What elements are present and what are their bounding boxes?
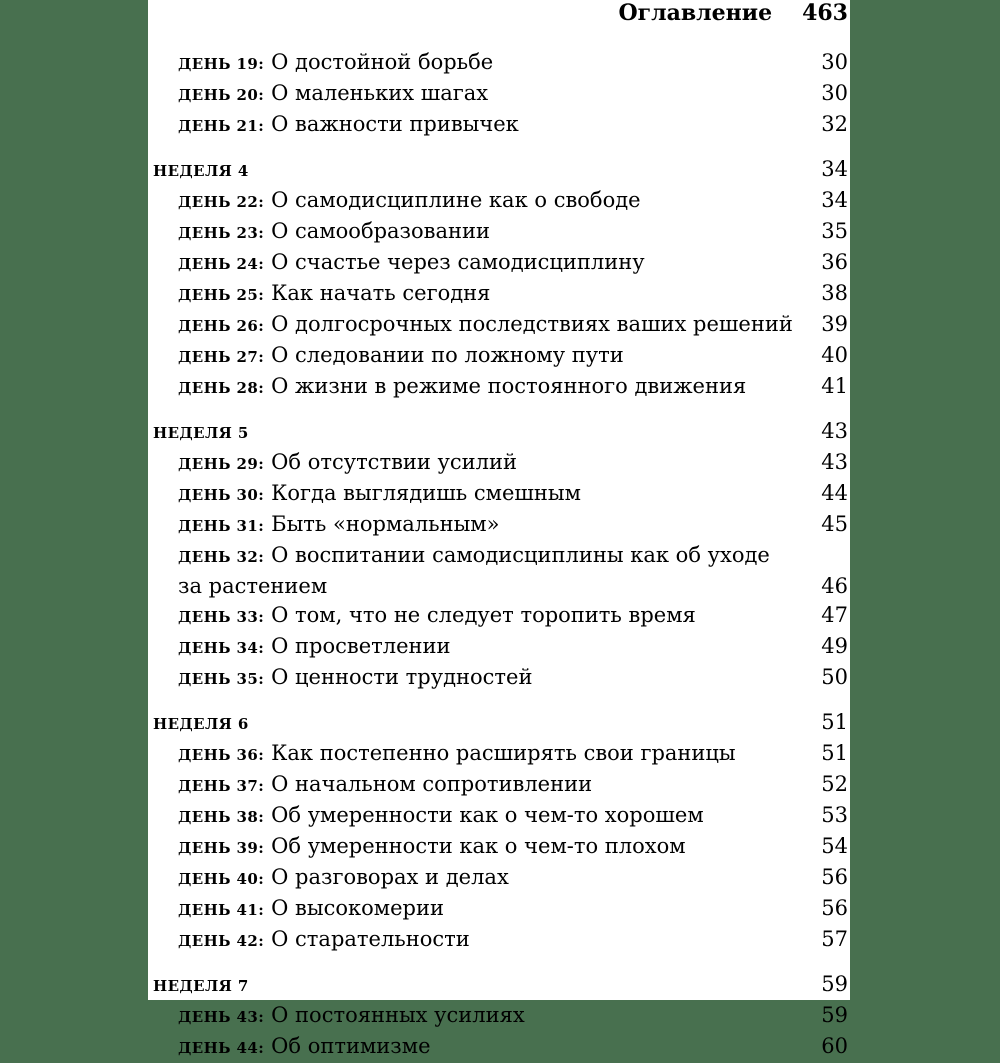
toc-entry-row[interactable]: [153, 217, 848, 248]
entry-title: Об умеренности как о чем-то плохом: [271, 834, 686, 858]
entry-title: Об умеренности как о чем-то хорошем: [271, 803, 704, 827]
entry-title: О жизни в режиме постоянного движения: [271, 374, 747, 398]
toc-entry-row[interactable]: [153, 510, 848, 541]
entry-title: О ценности трудностей: [271, 665, 533, 689]
entry-page-number: 51: [821, 741, 848, 765]
toc-entry-row[interactable]: [153, 248, 848, 279]
entry-page-number: 52: [821, 772, 848, 796]
toc-entry-row[interactable]: [153, 801, 848, 832]
entry-title: О высокомерии: [271, 896, 444, 920]
entry-page-number: 50: [821, 665, 848, 689]
entry-title: О маленьких шагах: [271, 81, 489, 105]
day-label: ДЕНЬ 23:: [178, 224, 265, 242]
entry-page-number: 51: [821, 710, 848, 734]
book-page: [148, 0, 850, 1058]
toc-entry-row[interactable]: [153, 1032, 848, 1063]
entry-page-number: 43: [821, 419, 848, 443]
day-label: ДЕНЬ 36:: [178, 746, 265, 764]
day-label: ДЕНЬ 31:: [178, 517, 265, 535]
day-label: ДЕНЬ 39:: [178, 839, 265, 857]
toc-week-row[interactable]: [153, 970, 848, 1001]
day-label: ДЕНЬ 41:: [178, 901, 265, 919]
day-label: ДЕНЬ 29:: [178, 455, 265, 473]
toc-week-row[interactable]: [153, 708, 848, 739]
toc-entry-row[interactable]: [153, 279, 848, 310]
entry-page-number: 57: [821, 927, 848, 951]
toc-entry-row[interactable]: [153, 479, 848, 510]
entry-page-number: 60: [821, 1034, 848, 1058]
toc-entry-row[interactable]: [153, 770, 848, 801]
entry-page-number: 53: [821, 803, 848, 827]
toc-entry-row[interactable]: [153, 448, 848, 479]
entry-page-number: 59: [821, 972, 848, 996]
entry-page-number: 59: [821, 1003, 848, 1027]
day-label: ДЕНЬ 35:: [178, 670, 265, 688]
entry-page-number: 49: [821, 634, 848, 658]
toc-entry-row[interactable]: [153, 894, 848, 925]
entry-title: Как постепенно расширять свои границы: [271, 741, 736, 765]
entry-title: О постоянных усилиях: [271, 1003, 525, 1027]
entry-page-number: 40: [821, 343, 848, 367]
toc-entry-row[interactable]: [153, 863, 848, 894]
day-label: ДЕНЬ 43:: [178, 1008, 265, 1026]
entry-page-number: 32: [821, 112, 848, 136]
entry-page-number: 30: [821, 50, 848, 74]
entry-title: Быть «нормальным»: [271, 512, 500, 536]
entry-page-number: 56: [821, 865, 848, 889]
week-label: НЕДЕЛЯ 5: [153, 424, 249, 442]
entry-title: О старательности: [271, 927, 470, 951]
entry-title: Когда выглядишь смешным: [271, 481, 581, 505]
toc-entry-row[interactable]: [153, 110, 848, 141]
day-label: ДЕНЬ 26:: [178, 317, 265, 335]
day-label: ДЕНЬ 38:: [178, 808, 265, 826]
entry-page-number: 34: [821, 188, 848, 212]
toc-entry-row[interactable]: [153, 1001, 848, 1032]
toc-entry-row[interactable]: [153, 79, 848, 110]
entry-page-number: 43: [821, 450, 848, 474]
entry-page-number: 56: [821, 896, 848, 920]
week-label: НЕДЕЛЯ 6: [153, 715, 249, 733]
day-label: ДЕНЬ 44:: [178, 1039, 265, 1057]
entry-title: О начальном сопротивлении: [271, 772, 593, 796]
toc-entry-row[interactable]: [153, 541, 848, 572]
toc-entry-row[interactable]: [153, 341, 848, 372]
entry-title: О разговорах и делах: [271, 865, 509, 889]
toc-entry-row[interactable]: [153, 572, 848, 601]
day-label: ДЕНЬ 34:: [178, 639, 265, 657]
entry-title: О просветлении: [271, 634, 451, 658]
entry-page-number: 34: [821, 157, 848, 181]
entry-page-number: 39: [821, 312, 848, 336]
entry-title: О достойной борьбе: [271, 50, 494, 74]
chapter-header-title: Оглавление: [618, 0, 773, 26]
day-label: ДЕНЬ 27:: [178, 348, 265, 366]
toc-list: [153, 48, 848, 1063]
entry-title: Об оптимизме: [271, 1034, 431, 1058]
toc-entry-row[interactable]: [153, 739, 848, 770]
entry-title: О важности привычек: [271, 112, 519, 136]
day-label: ДЕНЬ 19:: [178, 55, 265, 73]
entry-title: О счастье через самодисциплину: [271, 250, 645, 274]
week-label: НЕДЕЛЯ 4: [153, 162, 249, 180]
entry-page-number: 54: [821, 834, 848, 858]
toc-entry-row[interactable]: [153, 663, 848, 694]
day-label: ДЕНЬ 42:: [178, 932, 265, 950]
entry-page-number: 36: [821, 250, 848, 274]
entry-title: О самодисциплине как о свободе: [271, 188, 641, 212]
week-label: НЕДЕЛЯ 7: [153, 977, 249, 995]
entry-title: О воспитании самодисциплины как об уходе: [271, 543, 770, 567]
toc-week-row[interactable]: [153, 417, 848, 448]
entry-page-number: 41: [821, 374, 848, 398]
toc-entry-row[interactable]: [153, 372, 848, 403]
entry-page-number: 47: [821, 603, 848, 627]
day-label: ДЕНЬ 21:: [178, 117, 265, 135]
running-header: [153, 0, 848, 26]
day-label: ДЕНЬ 37:: [178, 777, 265, 795]
day-label: ДЕНЬ 20:: [178, 86, 265, 104]
day-label: ДЕНЬ 40:: [178, 870, 265, 888]
day-label: ДЕНЬ 24:: [178, 255, 265, 273]
entry-title: О том, что не следует торопить время: [271, 603, 696, 627]
entry-title: Как начать сегодня: [271, 281, 491, 305]
day-label: ДЕНЬ 33:: [178, 608, 265, 626]
toc-entry-row[interactable]: [153, 925, 848, 956]
toc-entry-row[interactable]: [153, 186, 848, 217]
day-label: ДЕНЬ 32:: [178, 548, 265, 566]
day-label: ДЕНЬ 25:: [178, 286, 265, 304]
entry-page-number: 46: [821, 574, 848, 598]
toc-entry-row[interactable]: [153, 601, 848, 632]
day-label: ДЕНЬ 22:: [178, 193, 265, 211]
entry-title: О следовании по ложному пути: [271, 343, 624, 367]
entry-page-number: 44: [821, 481, 848, 505]
entry-title: Об отсутствии усилий: [271, 450, 518, 474]
entry-page-number: 38: [821, 281, 848, 305]
entry-title: О самообразовании: [271, 219, 490, 243]
entry-title: за растением: [178, 574, 328, 598]
entry-page-number: 30: [821, 81, 848, 105]
toc-entry-row[interactable]: [153, 832, 848, 863]
toc-week-row[interactable]: [153, 155, 848, 186]
day-label: ДЕНЬ 30:: [178, 486, 265, 504]
current-page-number: 463: [802, 0, 848, 26]
entry-page-number: 35: [821, 219, 848, 243]
entry-title: О долгосрочных последствиях ваших решений: [271, 312, 793, 336]
toc-entry-row[interactable]: [153, 310, 848, 341]
toc-entry-row[interactable]: [153, 48, 848, 79]
entry-page-number: 45: [821, 512, 848, 536]
day-label: ДЕНЬ 28:: [178, 379, 265, 397]
toc-entry-row[interactable]: [153, 632, 848, 663]
